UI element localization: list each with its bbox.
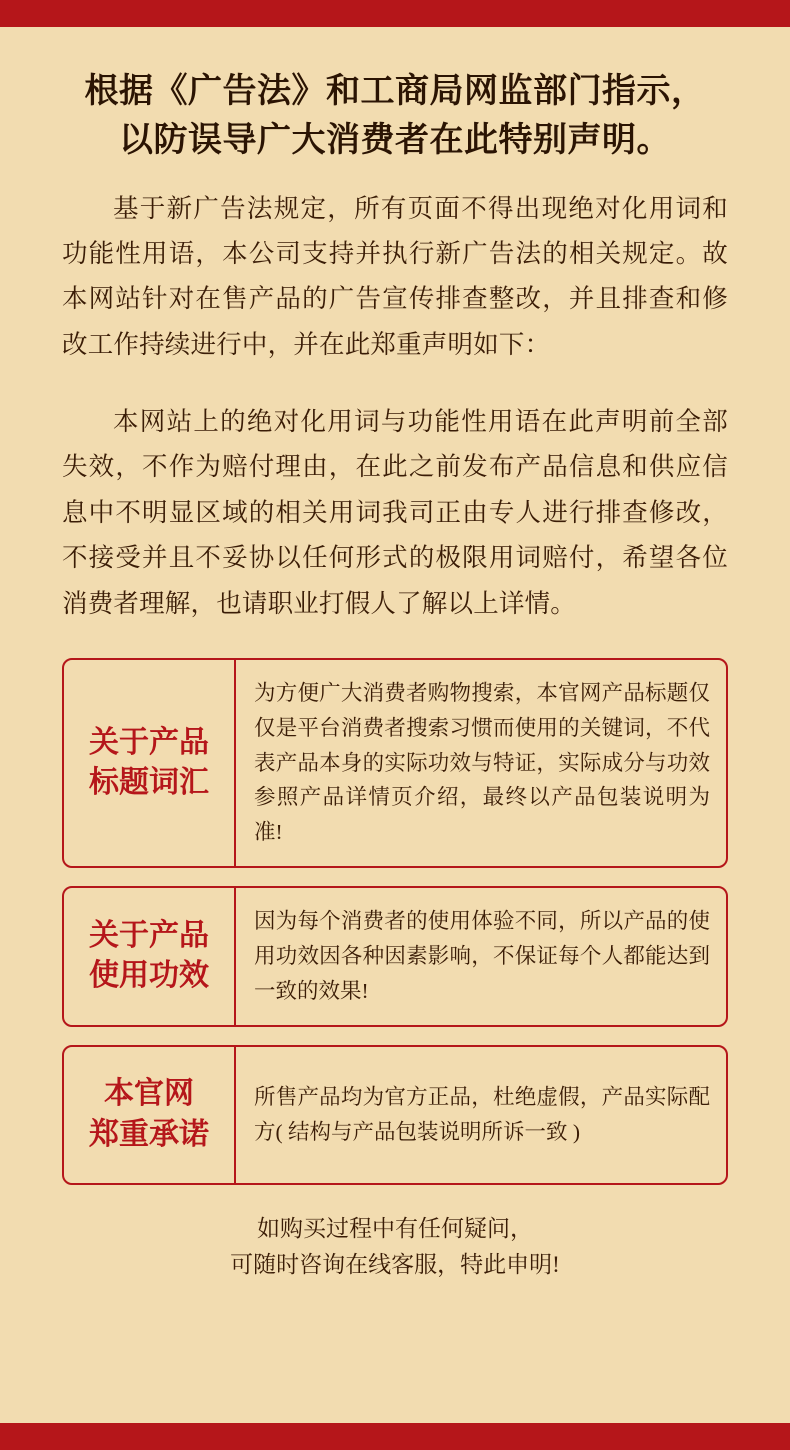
footer-note-line-2: 可随时咨询在线客服，特此申明! bbox=[230, 1252, 560, 1278]
notice-card-label bbox=[64, 660, 236, 866]
notice-card-label-line-2: 标题词汇 bbox=[89, 766, 209, 800]
notice-card-list bbox=[62, 658, 728, 1185]
notice-card-body: 所售产品均为官方正品，杜绝虚假，产品实际配方( 结构与产品包装说明所诉一致 ) bbox=[254, 1084, 710, 1144]
notice-card-body: 因为每个消费者的使用体验不同，所以产品的使用功效因各种因素影响，不保证每个人都能达到一致的效果! bbox=[254, 909, 710, 1003]
notice-card-label-line-1: 关于产品 bbox=[89, 918, 209, 952]
notice-card-body: 为方便广大消费者购物搜索，本官网产品标题仅仅是平台消费者搜索习惯而使用的关键词，不代表产品本身的实际功效与特证，实际成分与功效参照产品详情页介绍，最终以产品包装说明为准! bbox=[254, 680, 710, 845]
notice-card-label-line-1: 本官网 bbox=[104, 1077, 194, 1111]
content-panel bbox=[0, 27, 790, 1423]
notice-card-product-effect bbox=[62, 886, 728, 1026]
page-title bbox=[62, 67, 728, 166]
page-title-line-1: 根据《广告法》和工商局网监部门指示， bbox=[84, 73, 706, 110]
page-title-line-2: 以防误导广大消费者在此特别声明。 bbox=[119, 122, 671, 160]
notice-card-label-line-2: 郑重承诺 bbox=[89, 1117, 209, 1151]
content-inner bbox=[0, 27, 790, 1423]
footer-note bbox=[62, 1211, 728, 1285]
statement-paragraph-2: 本网站上的绝对化用词与功能性用语在此声明前全部失效，不作为赔付理由，在此之前发布产品信息和供应信息中不明显区域的相关用词我司正由专人进行排查修改，不接受并且不妥协以任何形式的极限用词赔付，希望各位消费者理解，也请职业打假人了解以上详情。 bbox=[62, 407, 728, 618]
footer-note-line-1: 如购买过程中有任何疑问， bbox=[257, 1215, 533, 1241]
notice-card-official-promise bbox=[62, 1045, 728, 1185]
notice-card-label-line-2: 使用功效 bbox=[89, 959, 209, 993]
notice-card-label bbox=[64, 1047, 236, 1183]
notice-card-label-line-1: 关于产品 bbox=[89, 725, 209, 759]
bottom-accent-bar bbox=[0, 1423, 790, 1450]
top-accent-bar bbox=[0, 0, 790, 27]
statement-paragraph-1: 基于新广告法规定，所有页面不得出现绝对化用词和功能性用语，本公司支持并执行新广告法的相关规定。故本网站针对在售产品的广告宣传排查整改，并且排查和修改工作持续进行中，并在此郑重声明如下： bbox=[62, 193, 728, 359]
notice-card-product-title bbox=[62, 658, 728, 868]
notice-card-label bbox=[64, 888, 236, 1024]
